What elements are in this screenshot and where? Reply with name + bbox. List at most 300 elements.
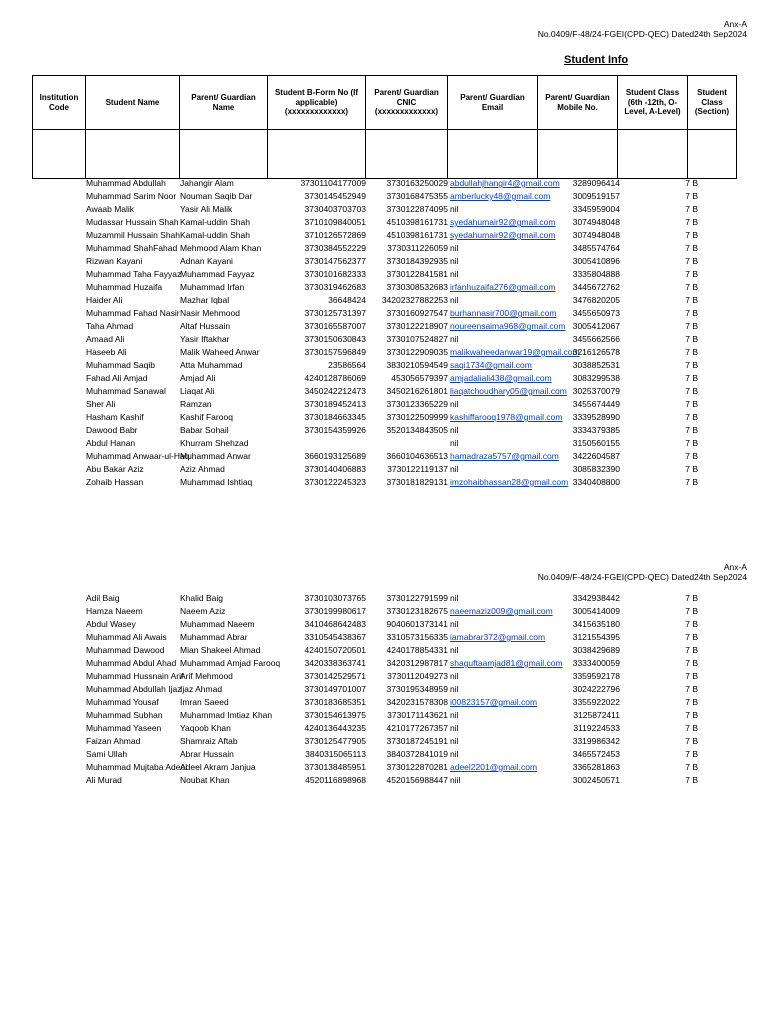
- table-row: [0, 294, 768, 307]
- parent-email: nil: [450, 723, 459, 733]
- student-class: 7 B: [685, 204, 698, 214]
- parent-name: Yaqoob Khan: [180, 723, 231, 733]
- student-class: 7 B: [685, 295, 698, 305]
- table-row: [0, 372, 768, 385]
- parent-name: Kashif Farooq: [180, 412, 233, 422]
- parent-cnic: 3730122909035: [386, 347, 448, 357]
- header-institution-code: Institution Code: [33, 76, 86, 130]
- empty-cell: [448, 130, 538, 179]
- parent-name: Muhammad Fayyaz: [180, 269, 255, 279]
- mobile-number: 3025370079: [572, 386, 620, 396]
- student-name: Mudassar Hussain Shah: [86, 217, 179, 227]
- parent-email[interactable]: kashiffarooq1978@gmail.com: [450, 412, 563, 422]
- student-name: Awaab Malik: [86, 204, 135, 214]
- table-row: [0, 268, 768, 281]
- parent-cnic: 3730308532683: [386, 282, 448, 292]
- student-name: Muhammad Sarim Noor: [86, 191, 177, 201]
- empty-cell: [180, 130, 268, 179]
- student-class: 7 B: [685, 684, 698, 694]
- table-row: [0, 670, 768, 683]
- student-name: Sher Ali: [86, 399, 116, 409]
- parent-name: Atta Muhammad: [180, 360, 243, 370]
- parent-email: nil: [450, 425, 459, 435]
- table-row: [0, 605, 768, 618]
- mobile-number: 3333400059: [572, 658, 620, 668]
- student-class: 7 B: [685, 710, 698, 720]
- parent-name: Nasir Mehmood: [180, 308, 240, 318]
- parent-name: Babar Sohail: [180, 425, 229, 435]
- table-row: [0, 644, 768, 657]
- parent-cnic: 3730123182675: [386, 606, 448, 616]
- table-row: [0, 761, 768, 774]
- annexure-label: Anx-A: [723, 562, 747, 572]
- student-class: 7 B: [685, 477, 698, 487]
- student-name: Muhammad Yaseen: [86, 723, 162, 733]
- table-row: [0, 463, 768, 476]
- table-row: [0, 398, 768, 411]
- student-class: 7 B: [685, 606, 698, 616]
- mobile-number: 3455662566: [572, 334, 620, 344]
- mobile-number: 3465572453: [572, 749, 620, 759]
- empty-cell: [86, 130, 180, 179]
- student-class: 7 B: [685, 749, 698, 759]
- parent-name: Naeem Aziz: [180, 606, 226, 616]
- mobile-number: 3476820205: [572, 295, 620, 305]
- parent-name: Amjad Ali: [180, 373, 216, 383]
- parent-email: nil: [450, 671, 459, 681]
- bform-number: 3730183685351: [304, 697, 366, 707]
- header-mobile: Parent/ Guardian Mobile No.: [538, 76, 618, 130]
- bform-number: 3450242212473: [304, 386, 366, 396]
- parent-name: Adeel Akram Janjua: [180, 762, 256, 772]
- mobile-number: 3119224533: [573, 723, 620, 733]
- header-student-name: Student Name: [86, 76, 180, 130]
- table-row: [0, 774, 768, 787]
- parent-name: Ramzan: [180, 399, 212, 409]
- parent-email: nil: [450, 243, 459, 253]
- mobile-number: 3319986342: [572, 736, 620, 746]
- parent-cnic: 3450216261801: [386, 386, 448, 396]
- bform-number: 3660193125689: [304, 451, 366, 461]
- student-name: Taha Ahmad: [86, 321, 134, 331]
- bform-number: 3710109840051: [304, 217, 366, 227]
- student-name: Hasham Kashif: [86, 412, 144, 422]
- bform-number: 37301104177009: [300, 178, 366, 188]
- parent-email[interactable]: malikwaheedanwar19@gmail.com: [450, 347, 580, 357]
- parent-cnic: 3730123365229: [386, 399, 448, 409]
- student-class: 7 B: [685, 256, 698, 266]
- table-row: [0, 657, 768, 670]
- parent-cnic: 4520156988447: [386, 775, 448, 785]
- bform-number: 3730140406883: [304, 464, 366, 474]
- parent-cnic: 3310573156335: [386, 632, 448, 642]
- table-row: [0, 450, 768, 463]
- student-name: Fahad Ali Amjad: [86, 373, 148, 383]
- table-row: [0, 592, 768, 605]
- bform-number: 3730189452413: [304, 399, 366, 409]
- parent-cnic: 4240178854331: [386, 645, 448, 655]
- student-class: 7 B: [685, 412, 698, 422]
- parent-name: Mehmood Alam Khan: [180, 243, 262, 253]
- parent-name: Mazhar Iqbal: [180, 295, 230, 305]
- student-class: 7 B: [685, 282, 698, 292]
- student-class: 7 B: [685, 451, 698, 461]
- empty-cell: [268, 130, 366, 179]
- bform-number: 3730165587007: [304, 321, 366, 331]
- parent-name: Muhammad Ishtiaq: [180, 477, 253, 487]
- mobile-number: 3002450571: [572, 775, 620, 785]
- mobile-number: 3150560155: [572, 438, 620, 448]
- parent-email: nil: [450, 645, 459, 655]
- table-row: [0, 709, 768, 722]
- student-class: 7 B: [685, 269, 698, 279]
- parent-name: Aziz Ahmad: [180, 464, 225, 474]
- parent-email[interactable]: hamadraza5757@gmail.com: [450, 451, 559, 461]
- bform-number: 3420338363741: [304, 658, 366, 668]
- mobile-number: 3289096414: [572, 178, 620, 188]
- mobile-number: 3342938442: [572, 593, 620, 603]
- header-bform: Student B-Form No (If applicable) (xxxxxxxxxxxxx): [268, 76, 366, 130]
- student-class: 7 B: [685, 658, 698, 668]
- parent-cnic: 3660104636513: [386, 451, 448, 461]
- parent-email: nil: [450, 295, 459, 305]
- student-class: 7 B: [685, 736, 698, 746]
- table-row: [0, 631, 768, 644]
- table-row: [0, 722, 768, 735]
- student-name: Muhammad Hussnain Arif: [86, 671, 184, 681]
- table-row: [0, 437, 768, 450]
- parent-cnic: 3730122874095: [386, 204, 448, 214]
- student-class: 7 B: [685, 243, 698, 253]
- parent-name: Ijaz Ahmad: [180, 684, 223, 694]
- parent-email: nil: [450, 204, 459, 214]
- bform-number: 3310545438367: [304, 632, 366, 642]
- student-class: 7 B: [685, 645, 698, 655]
- bform-number: 3730103073765: [304, 593, 366, 603]
- parent-cnic: 3830210594549: [386, 360, 448, 370]
- bform-number: 3730142529571: [304, 671, 366, 681]
- bform-number: 3730138485951: [304, 762, 366, 772]
- mobile-number: 3005410896: [572, 256, 620, 266]
- parent-cnic: 3420231578308: [386, 697, 448, 707]
- student-name: Muhammad Subhan: [86, 710, 163, 720]
- parent-cnic: 3730163250029: [386, 178, 448, 188]
- parent-cnic: 3520134843505: [386, 425, 448, 435]
- student-name: Hamza Naeem: [86, 606, 143, 616]
- parent-email: nil: [450, 464, 459, 474]
- student-class: 7 B: [685, 762, 698, 772]
- parent-cnic: 3840372841019: [386, 749, 448, 759]
- bform-number: 3730403703703: [304, 204, 366, 214]
- table-row: [0, 229, 768, 242]
- parent-name: Abrar Hussain: [180, 749, 234, 759]
- parent-email[interactable]: naeemaziz009@gmail.com: [450, 606, 553, 616]
- student-class: 7 B: [685, 217, 698, 227]
- reference-number: No.0409/F-48/24-FGEI(CPD-QEC) Dated24th Sep2024: [537, 572, 747, 582]
- parent-email[interactable]: imzohaibhassan28@gmail.com: [450, 477, 569, 487]
- student-class: 7 B: [685, 321, 698, 331]
- empty-cell: [618, 130, 688, 179]
- table-row: [0, 476, 768, 489]
- mobile-number: 3125872411: [573, 710, 620, 720]
- student-class: 7 B: [685, 230, 698, 240]
- student-name: Muhammad Taha Fayyaz: [86, 269, 182, 279]
- bform-number: 3730157596849: [304, 347, 366, 357]
- parent-cnic: 3730311226059: [387, 243, 448, 253]
- parent-email[interactable]: amberlucky48@gmail.com: [450, 191, 551, 201]
- parent-name: Khalid Baig: [180, 593, 224, 603]
- student-class: 7 B: [685, 399, 698, 409]
- bform-number: 3730147562377: [304, 256, 366, 266]
- student-class: 7 B: [685, 619, 698, 629]
- parent-email: nil: [450, 256, 459, 266]
- parent-email[interactable]: amjadaliali438@gmail.com: [450, 373, 552, 383]
- bform-number: 3730154613975: [304, 710, 366, 720]
- student-class: 7 B: [685, 334, 698, 344]
- parent-cnic: 3730122791599: [386, 593, 448, 603]
- parent-email: nil: [450, 710, 459, 720]
- parent-name: Jahangir Alam: [180, 178, 234, 188]
- mobile-number: 3422604587: [572, 451, 620, 461]
- parent-email: nil: [450, 736, 459, 746]
- student-name: Abdul Hanan: [86, 438, 136, 448]
- table-row: [0, 333, 768, 346]
- bform-number: 3730384552229: [304, 243, 366, 253]
- parent-cnic: 4210177267357: [386, 723, 448, 733]
- parent-email: nil: [450, 619, 459, 629]
- bform-number: 3730199980617: [304, 606, 366, 616]
- table-row: [0, 307, 768, 320]
- mobile-number: 3074948048: [572, 230, 620, 240]
- parent-name: Yasir Iftakhar: [180, 334, 230, 344]
- parent-cnic: 3730122509999: [386, 412, 448, 422]
- parent-name: Muhammad Anwar: [180, 451, 251, 461]
- parent-email: nil: [450, 684, 459, 694]
- mobile-number: 3339528990: [572, 412, 620, 422]
- parent-name: Muhammad Imtiaz Khan: [180, 710, 273, 720]
- parent-email[interactable]: i00823157@gmail.com: [450, 697, 538, 707]
- table-row: [0, 203, 768, 216]
- bform-number: 3730184663345: [304, 412, 366, 422]
- parent-name: Shamraiz Aftab: [180, 736, 238, 746]
- table-row: [0, 618, 768, 631]
- table-row: [0, 735, 768, 748]
- parent-cnic: 3420312987817: [386, 658, 448, 668]
- header-class: Student Class (6th -12th, O-Level, A-Level): [618, 76, 688, 130]
- parent-name: Mian Shakeel Ahmad: [180, 645, 261, 655]
- parent-email[interactable]: burhannasir700@gmail.com: [450, 308, 557, 318]
- parent-cnic: 3730181829131: [386, 477, 448, 487]
- parent-email: nil: [450, 399, 459, 409]
- parent-name: Imran Saeed: [180, 697, 229, 707]
- parent-email[interactable]: shaguftaamjad81@gmail.com: [450, 658, 563, 668]
- mobile-number: 3005414009: [572, 606, 620, 616]
- parent-email[interactable]: syedahumair92@gmail.com: [450, 230, 556, 240]
- table-row: [0, 385, 768, 398]
- bform-number: 4240128786069: [304, 373, 366, 383]
- bform-number: 3730125477905: [304, 736, 366, 746]
- student-name: Abu Bakar Aziz: [86, 464, 144, 474]
- bform-number: 3730145452949: [304, 191, 366, 201]
- parent-cnic: 4510398161731: [386, 230, 448, 240]
- student-name: Sami Ullah: [86, 749, 128, 759]
- mobile-number: 3365281863: [572, 762, 620, 772]
- mobile-number: 3415635180: [572, 619, 620, 629]
- header-section: Student Class (Section): [688, 76, 737, 130]
- table-row: [0, 683, 768, 696]
- bform-number: 3730149701007: [304, 684, 366, 694]
- student-name: Muhammad Yousaf: [86, 697, 159, 707]
- mobile-number: 3334379385: [572, 425, 620, 435]
- parent-cnic: 3730122218907: [386, 321, 448, 331]
- parent-email[interactable]: adeel2201@gmail.com: [450, 762, 538, 772]
- empty-cell: [366, 130, 448, 179]
- parent-name: Yasir Ali Malik: [180, 204, 233, 214]
- bform-number: 3730154359926: [304, 425, 366, 435]
- student-name: Ali Murad: [86, 775, 122, 785]
- empty-cell: [688, 130, 737, 179]
- student-class: 7 B: [685, 593, 698, 603]
- mobile-number: 3455674449: [572, 399, 620, 409]
- student-class: 7 B: [685, 723, 698, 733]
- parent-cnic: 3730184392935: [386, 256, 448, 266]
- parent-cnic: 9040601373141: [386, 619, 448, 629]
- parent-cnic: 3730168475355: [386, 191, 448, 201]
- student-class: 7 B: [685, 425, 698, 435]
- bform-number: 3710126572869: [304, 230, 366, 240]
- student-info-header-table: [32, 75, 737, 179]
- student-class: 7 B: [685, 347, 698, 357]
- parent-email[interactable]: irfanhuzaifa276@gmail.com: [450, 282, 556, 292]
- parent-name: Noubat Khan: [180, 775, 230, 785]
- student-name: Muhammad Huzaifa: [86, 282, 163, 292]
- student-name: Haseeb Ali: [86, 347, 127, 357]
- header-cnic: Parent/ Guardian CNIC (xxxxxxxxxxxxx): [366, 76, 448, 130]
- parent-name: Arif Mehmood: [180, 671, 233, 681]
- parent-cnic: 3730122870281: [386, 762, 448, 772]
- student-name: Muhammad Anwaar-ul-Haq: [86, 451, 190, 461]
- empty-cell: [538, 130, 618, 179]
- parent-cnic: 3730160927547: [386, 308, 448, 318]
- bform-number: 3410468642483: [304, 619, 366, 629]
- student-name: Faizan Ahmad: [86, 736, 141, 746]
- mobile-number: 3485574764: [572, 243, 620, 253]
- parent-cnic: 3730122119137: [387, 464, 448, 474]
- table-row: [0, 190, 768, 203]
- table-row: [0, 281, 768, 294]
- table-row: [0, 696, 768, 709]
- parent-cnic: 3730107524827: [386, 334, 448, 344]
- parent-email[interactable]: syedahumair92@gmail.com: [450, 217, 556, 227]
- student-class: 7 B: [685, 373, 698, 383]
- parent-cnic: 3730187245191: [386, 736, 448, 746]
- mobile-number: 3340408800: [572, 477, 620, 487]
- empty-cell: [33, 130, 86, 179]
- student-class: 7 B: [685, 464, 698, 474]
- bform-number: 23586564: [328, 360, 366, 370]
- mobile-number: 3074948048: [572, 217, 620, 227]
- parent-email: nil: [450, 269, 459, 279]
- bform-number: 3730319462683: [304, 282, 366, 292]
- student-name: Adil Baig: [86, 593, 120, 603]
- mobile-number: 3085832390: [572, 464, 620, 474]
- parent-email: nil: [450, 438, 459, 448]
- student-class: 7 B: [685, 671, 698, 681]
- bform-number: 4240136443235: [304, 723, 366, 733]
- parent-cnic: 3730122841581: [386, 269, 448, 279]
- annexure-label: Anx-A: [723, 19, 747, 29]
- table-row: [0, 320, 768, 333]
- mobile-number: 3455650973: [572, 308, 620, 318]
- bform-number: 36648424: [328, 295, 366, 305]
- reference-number: No.0409/F-48/24-FGEI(CPD-QEC) Dated24th Sep2024: [537, 29, 747, 39]
- table-row: [0, 359, 768, 372]
- student-name: Muhammad Abdullah: [86, 178, 166, 188]
- parent-email[interactable]: liaqatchoudhary05@gmail.com: [450, 386, 567, 396]
- parent-cnic: 453056579397: [391, 373, 448, 383]
- student-class: 7 B: [685, 386, 698, 396]
- student-name: Zohaib Hassan: [86, 477, 144, 487]
- parent-name: Malik Waheed Anwar: [180, 347, 260, 357]
- table-row: [0, 242, 768, 255]
- student-name: Muhammad Abdullah Ijaz: [86, 684, 182, 694]
- mobile-number: 3038429689: [572, 645, 620, 655]
- student-class: 7 B: [685, 191, 698, 201]
- parent-name: Muhammad Amjad Farooq: [180, 658, 281, 668]
- parent-name: Kamal-uddin Shah: [180, 230, 250, 240]
- parent-name: Kamal-uddin Shah: [180, 217, 250, 227]
- student-name: Dawood Babr: [86, 425, 138, 435]
- table-row: [0, 424, 768, 437]
- bform-number: 3730125731397: [304, 308, 366, 318]
- mobile-number: 3038852531: [572, 360, 620, 370]
- parent-email[interactable]: iamabrar372@gmail.com: [450, 632, 546, 642]
- parent-name: Adnan Kayani: [180, 256, 233, 266]
- mobile-number: 3005412067: [572, 321, 620, 331]
- parent-name: Nouman Saqib Dar: [180, 191, 253, 201]
- student-name: Muhammad Sanawal: [86, 386, 166, 396]
- student-class: 7 B: [685, 697, 698, 707]
- mobile-number: 3335804888: [572, 269, 620, 279]
- table-row: [0, 346, 768, 359]
- parent-email[interactable]: noureensaima968@gmail.com: [450, 321, 566, 331]
- parent-name: Khurram Shehzad: [180, 438, 249, 448]
- student-name: Muhammad Saqib: [86, 360, 155, 370]
- page-title: Student Info: [564, 54, 629, 66]
- parent-email: niil: [450, 775, 461, 785]
- mobile-number: 3445672762: [572, 282, 620, 292]
- bform-number: 3730101682333: [304, 269, 366, 279]
- parent-email[interactable]: abdullahjhangir4@gmail.com: [450, 178, 560, 188]
- student-name: Muhammad Fahad Nasir: [86, 308, 180, 318]
- parent-name: Muhammad Abrar: [180, 632, 248, 642]
- table-row: [0, 177, 768, 190]
- mobile-number: 3359592178: [572, 671, 620, 681]
- student-class: 7 B: [685, 438, 698, 448]
- student-class: 7 B: [685, 308, 698, 318]
- table-row: [0, 216, 768, 229]
- parent-name: Altaf Hussain: [180, 321, 231, 331]
- mobile-number: 3216126578: [572, 347, 620, 357]
- bform-number: 3730150630843: [304, 334, 366, 344]
- parent-email: nil: [450, 334, 459, 344]
- parent-email[interactable]: saqi1734@gmail.com: [450, 360, 532, 370]
- parent-email: nil: [450, 749, 459, 759]
- student-name: Muhammad Abdul Ahad: [86, 658, 177, 668]
- parent-email: nil: [450, 593, 459, 603]
- student-name: Muhammad ShahFahad: [86, 243, 178, 253]
- mobile-number: 3024222796: [572, 684, 620, 694]
